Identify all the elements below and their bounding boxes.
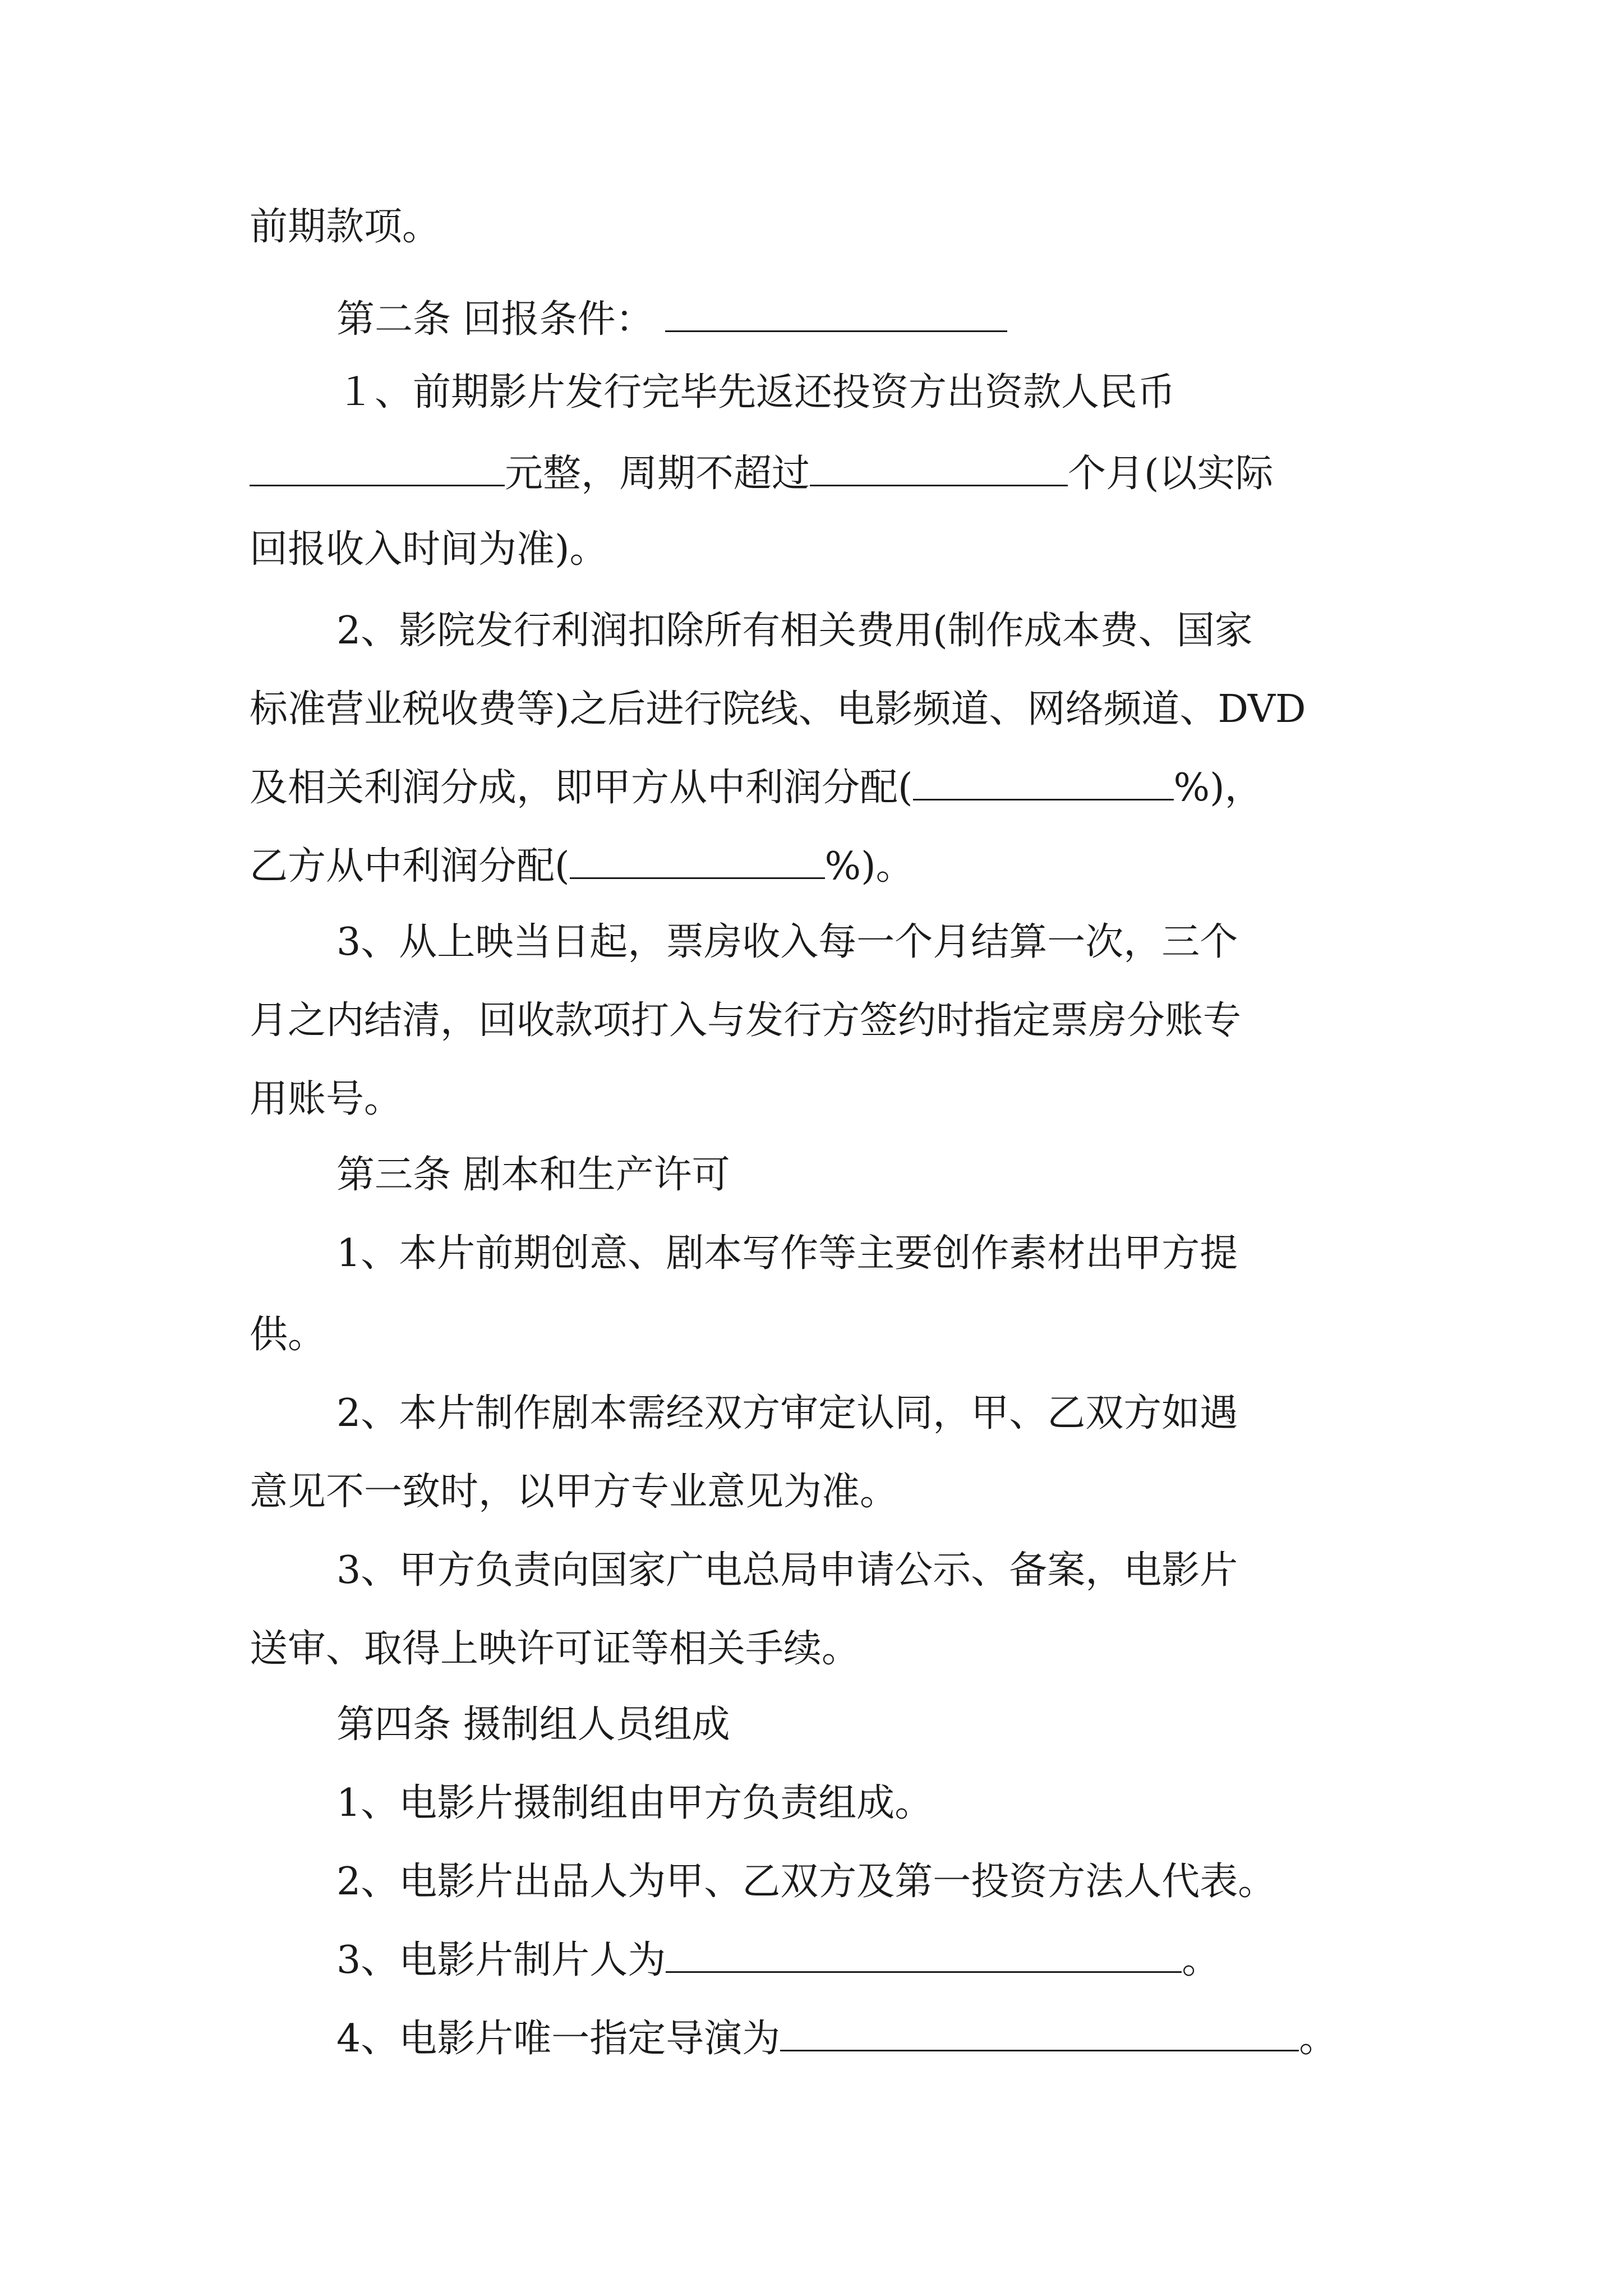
paragraph-text: 3、甲方负责向国家广电总局申请公示、备案，电影片 xyxy=(336,1548,1238,1593)
paragraph-text: 1、电影片摄制组由甲方负责组成。 xyxy=(336,1781,933,1825)
paragraph-line xyxy=(250,443,1274,505)
article4-heading xyxy=(336,1694,730,1756)
paragraph-line xyxy=(336,1851,1276,1913)
paragraph-text: 2、电影片出品人为甲、乙双方及第一投资方法人代表。 xyxy=(336,1860,1276,1904)
paragraph-line xyxy=(250,196,440,258)
paragraph-line xyxy=(250,836,914,898)
paragraph-line xyxy=(336,1773,933,1834)
paragraph-line xyxy=(250,757,1263,819)
fill-in-blank xyxy=(913,764,1174,800)
paragraph-line xyxy=(250,1304,326,1366)
article-heading-text: 第四条 摄制组人员组成 xyxy=(336,1703,730,1747)
paragraph-text: 标准营业税收费等)之后进行院线、电影频道、网络频道、DVD xyxy=(250,687,1306,731)
fill-in-blank xyxy=(780,2015,1299,2051)
article-heading-text: 第三条 剧本和生产许可 xyxy=(336,1153,730,1197)
paragraph-line xyxy=(336,1223,1238,1285)
paragraph-text: 意见不一致时，以甲方专业意见为准。 xyxy=(250,1470,898,1514)
paragraph-line xyxy=(336,600,1253,662)
continuation-text: 前期款项。 xyxy=(250,205,441,249)
paragraph-text: 2、影院发行利润扣除所有相关费用(制作成本费、国家 xyxy=(336,609,1253,653)
paragraph-text: 3、从上映当日起，票房收入每一个月结算一次，三个 xyxy=(336,920,1238,964)
paragraph-text: 及相关利润分成，即甲方从中利润分配( xyxy=(250,766,913,810)
paragraph-text: 。 xyxy=(1182,1938,1220,1982)
paragraph-text: 月之内结清，回收款项打入与发行方签约时指定票房分账专 xyxy=(250,999,1242,1043)
paragraph-line xyxy=(336,912,1238,973)
paragraph-text: 2、本片制作剧本需经双方审定认同，甲、乙双方如遇 xyxy=(336,1391,1238,1435)
paragraph-text: 回报收入时间为准)。 xyxy=(250,527,608,572)
fill-in-blank xyxy=(666,1936,1182,1973)
paragraph-text: 个月(以实际 xyxy=(1068,452,1274,496)
paragraph-text: %)。 xyxy=(824,844,914,889)
fill-in-blank xyxy=(570,843,825,879)
fill-in-blank xyxy=(665,296,1007,332)
paragraph-text: %)， xyxy=(1173,766,1263,810)
paragraph-text: 3、电影片制片人为 xyxy=(336,1938,666,1982)
article2-heading xyxy=(336,289,1007,351)
paragraph-line xyxy=(250,1069,402,1130)
fill-in-blank xyxy=(810,450,1068,486)
paragraph-line xyxy=(250,990,1241,1052)
paragraph-text: 乙方从中利润分配( xyxy=(250,844,570,889)
article-heading-text: 第二条 回报条件： xyxy=(336,297,654,342)
paragraph-line xyxy=(250,1461,898,1523)
paragraph-text: 供。 xyxy=(250,1313,326,1357)
paragraph-line xyxy=(250,679,1306,740)
fill-in-blank xyxy=(250,450,505,486)
paragraph-text: 1、本片前期创意、剧本写作等主要创作素材出甲方提 xyxy=(336,1231,1238,1276)
paragraph-line xyxy=(250,519,608,581)
paragraph-line xyxy=(336,1930,1220,1991)
paragraph-line xyxy=(336,1540,1238,1602)
paragraph-text: 用账号。 xyxy=(250,1077,403,1121)
paragraph-text: 。 xyxy=(1299,2017,1338,2061)
paragraph-line xyxy=(336,2008,1337,2070)
paragraph-line xyxy=(336,362,1175,424)
article3-heading xyxy=(336,1144,730,1206)
paragraph-line xyxy=(336,1383,1238,1444)
paragraph-text: 送审、取得上映许可证等相关手续。 xyxy=(250,1627,860,1671)
paragraph-text: １、前期影片发行完毕先返还投资方出资款人民币 xyxy=(336,370,1176,415)
paragraph-text: 4、电影片唯一指定导演为 xyxy=(336,2017,781,2061)
paragraph-line xyxy=(250,1618,860,1680)
paragraph-text: 元整，周期不超过 xyxy=(505,452,810,496)
